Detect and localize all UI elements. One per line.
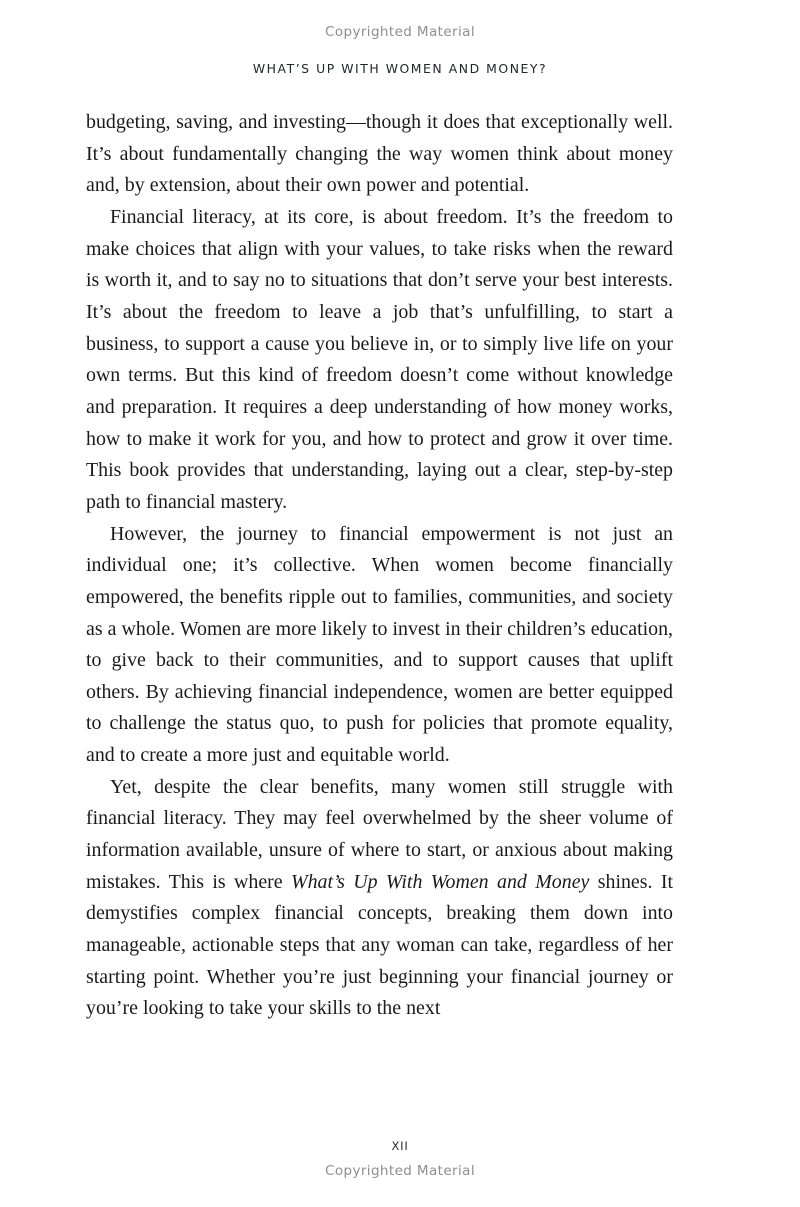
body-paragraph [86, 107, 673, 202]
body-text-block [86, 107, 673, 1025]
running-head: WHAT’S UP WITH WOMEN AND MONEY? [252, 61, 548, 76]
paragraph-text: budgeting, saving, and investing—though it does that exceptionally well. It’s about fundamentally changing the way women think about money and, by extension, about their own power and potential. [86, 111, 673, 197]
page-number: XII [391, 1139, 409, 1153]
body-paragraph [86, 202, 673, 519]
paragraph-text: Financial literacy, at its core, is about freedom. It’s the freedom to make choices that align with your values, to take risks when the reward is worth it, and to say no to situations that don’t serve your best interests. It’s about the freedom to leave a job that’s unfulfilling, to start a business, to support a cause you believe in, or to simply live life on your own terms. But this kind of freedom doesn’t come without knowledge and preparation. It requires a deep understanding of how money works, how to make it work for you, and how to protect and grow it over time. This book provides that understanding, laying out a clear, step-by-step path to financial mastery. [86, 205, 673, 513]
paragraph-text: However, the journey to financial empowerment is not just an individual one; it’s collective. When women become financially empowered, the benefits ripple out to families, communities, and society as a whole. Women are more likely to invest in their children’s education, to give back to their communities, and to support causes that uplift others. By achieving financial independence, women are better equipped to challenge the status quo, to push for policies that promote equality, and to create a more just and equitable world. [86, 522, 673, 767]
paragraph-text: shines. It demystifies complex financial concepts, breaking them down into manageable, actionable steps that any woman can take, regardless of her starting point. Whether you’re just beginning your financial journey or you’re looking to take your skills to the next [86, 870, 673, 1020]
book-title-italic: What’s Up With Women and Money [291, 870, 590, 893]
copyright-watermark-top: Copyrighted Material [325, 24, 475, 40]
copyright-watermark-bottom: Copyrighted Material [325, 1163, 475, 1179]
paragraph-text: Yet, despite the clear benefits, many women still struggle with financial literacy. They may feel overwhelmed by the sheer volume of information available, unsure of where to start, or anxious about making mistakes. This is where [86, 775, 673, 893]
body-paragraph [86, 772, 673, 1025]
body-paragraph [86, 519, 673, 772]
